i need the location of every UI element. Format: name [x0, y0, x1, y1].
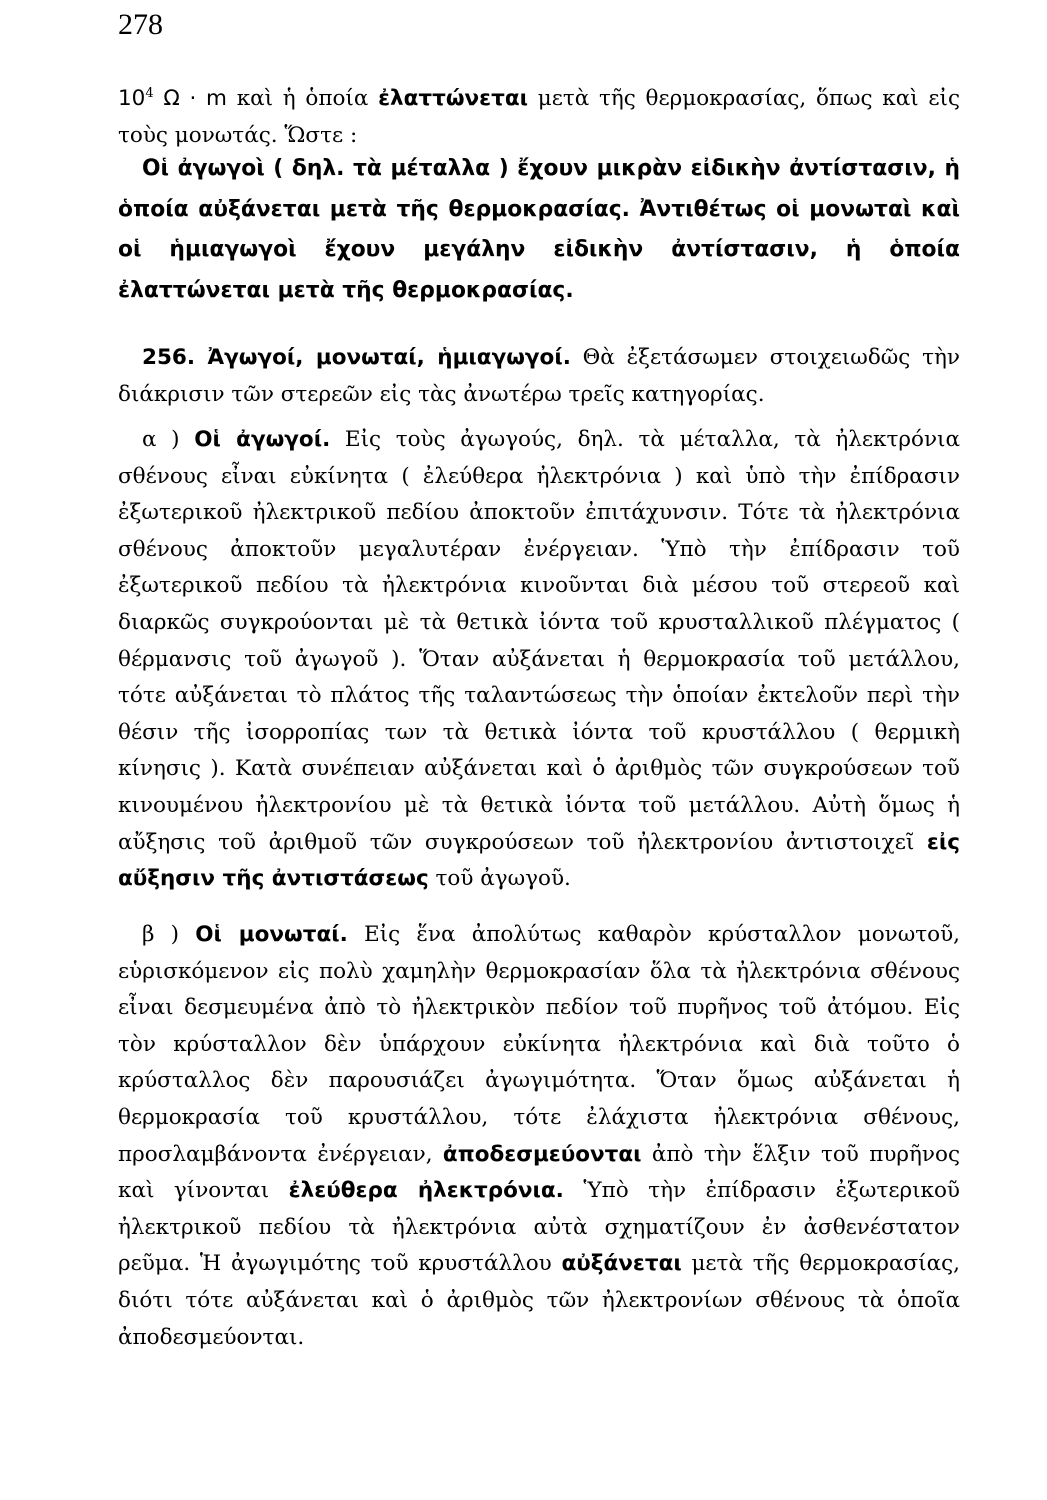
subsection-label: α ) [142, 427, 180, 452]
subsection-heading: Οἱ ἀγωγοί. [194, 427, 331, 452]
summary-paragraph [118, 149, 960, 311]
text: ἀπὸ τὴν ἕλξιν τοῦ πυρῆνος καὶ γίνονται [118, 1141, 960, 1204]
unit-prefix: 10 [118, 86, 146, 112]
bold-term: ἀποδεσμεύονται [442, 1141, 642, 1167]
subsection-insulators [118, 917, 960, 1356]
text: καὶ ἡ ὁποία [226, 86, 379, 112]
page-number: 278 [118, 8, 163, 41]
section-heading: 256. Ἀγωγοί, μονωταί, ἡμιαγωγοί. [142, 345, 571, 370]
text: Εἰς ἕνα ἀπολύτως καθαρὸν κρύσταλλον μονωτοῦ, εὑρισκόμενον εἰς πολὺ χαμηλὴν θερμοκρασίαν ὅλα τὰ ἠλεκτρόνια σθένους εἶναι δεσμευμένα ἀπὸ τὸ ἠλεκτρικὸν πεδίον τοῦ πυρῆνος τοῦ ἀτόμου. Εἰς τὸν κρύσταλλον δὲν ὑπάρχουν εὐκίνητα ἠλεκτρόνια καὶ διὰ τοῦτο ὁ κρύσταλλος δὲν παρουσιάζει ἀγωγιμότητα. Ὅταν ὅμως αὐξάνεται ἡ θερμοκρασία τοῦ κρυστάλλου, τότε ἐλάχιστα ἠλεκτρόνια σθένους, προσλαμβάνοντα ἐνέργειαν, [118, 922, 960, 1167]
text: τοῦ ἀγωγοῦ. [428, 866, 571, 892]
unit-symbol: Ω · m [153, 86, 227, 112]
bold-term: αὐξάνεται [561, 1251, 682, 1277]
unit-exponent: 4 [145, 86, 154, 101]
text: μετὰ τῆς θερμοκρασίας, ὅπως καὶ εἰς τοὺς μονωτάς. Ὥστε : [118, 86, 960, 148]
summary-text: Οἱ ἀγωγοὶ ( δηλ. τὰ μέταλλα ) ἔχουν μικρὰν εἰδικὴν ἀντίστασιν, ἡ ὁποία αὐξάνεται μετὰ τῆς θερμοκρασίας. Ἀντιθέτως οἱ μονωταὶ καὶ οἱ ἡμιαγωγοὶ ἔχουν μεγάλην εἰδικὴν ἀντίστασιν, ἡ ὁποία ἐλαττώνεται μετὰ τῆς θερμοκρασίας. [118, 156, 960, 303]
bold-term: ἐλαττώνεται [378, 86, 529, 112]
subsection-conductors [118, 422, 960, 898]
section-256 [118, 340, 960, 413]
text: Εἰς τοὺς ἀγωγούς, δηλ. τὰ μέταλλα, τὰ ἠλεκτρόνια σθένους εἶναι εὐκίνητα ( ἐλεύθερα ἠλεκτρόνια ) καὶ ὑπὸ τὴν ἐπίδρασιν ἐξωτερικοῦ ἠλεκτρικοῦ πεδίου ἀποκτοῦν ἐπιτάχυνσιν. Τότε τὰ ἠλεκτρόνια σθένους ἀποκτοῦν μεγαλυτέραν ἐνέργειαν. Ὑπὸ τὴν ἐπίδρασιν τοῦ ἐξωτερικοῦ πεδίου τὰ ἠλεκτρόνια κινοῦνται διὰ μέσου τοῦ στερεοῦ καὶ διαρκῶς συγκρούονται μὲ τὰ θετικὰ ἰόντα τοῦ κρυσταλλικοῦ πλέγματος ( θέρμανσις τοῦ ἀγωγοῦ ). Ὅταν αὐξάνεται ἡ θερμοκρασία τοῦ μετάλλου, τότε αὐξάνεται τὸ πλάτος τῆς ταλαντώσεως τὴν ὁποίαν ἐκτελοῦν περὶ τὴν θέσιν τῆς ἰσορροπίας των τὰ θετικὰ ἰόντα τοῦ κρυστάλλου ( θερμικὴ κίνησις ). Κατὰ συνέπειαν αὐξάνεται καὶ ὁ ἀριθμὸς τῶν συγκρούσεων τοῦ κινουμένου ἠλεκτρονίου μὲ τὰ θετικὰ ἰόντα τοῦ μετάλλου. Αὐτὴ ὅμως ἡ αὔξησις τοῦ ἀριθμοῦ τῶν συγκρούσεων τοῦ ἠλεκτρονίου ἀντιστοιχεῖ [118, 427, 960, 855]
text: Ὑπὸ τὴν ἐπίδρασιν ἐξωτερικοῦ ἠλεκτρικοῦ πεδίου τὰ ἠλεκτρόνια αὐτὰ σχηματίζουν ἐν ἀσθενέστατον ρεῦμα. Ἡ ἀγωγιμότης τοῦ κρυστάλλου [118, 1178, 960, 1277]
subsection-heading: Οἱ μονωταί. [195, 922, 348, 947]
bold-term: ἐλεύθερα ἠλεκτρόνια. [288, 1178, 564, 1204]
text: μετὰ τῆς θερμοκρασίας, διότι τότε αὐξάνεται καὶ ὁ ἀριθμὸς τῶν ἠλεκτρονίων σθένους τὰ ὁποῖα ἀποδεσμεύονται. [118, 1251, 960, 1350]
paragraph-continuation [118, 76, 960, 154]
bold-term: εἰς αὔξησιν τῆς ἀντιστάσεως [118, 829, 960, 892]
section-intro: Θὰ ἐξετάσωμεν στοιχειωδῶς τὴν διάκρισιν τῶν στερεῶν εἰς τὰς ἀνωτέρω τρεῖς κατηγορίας. [118, 345, 960, 407]
subsection-label: β ) [142, 922, 180, 947]
